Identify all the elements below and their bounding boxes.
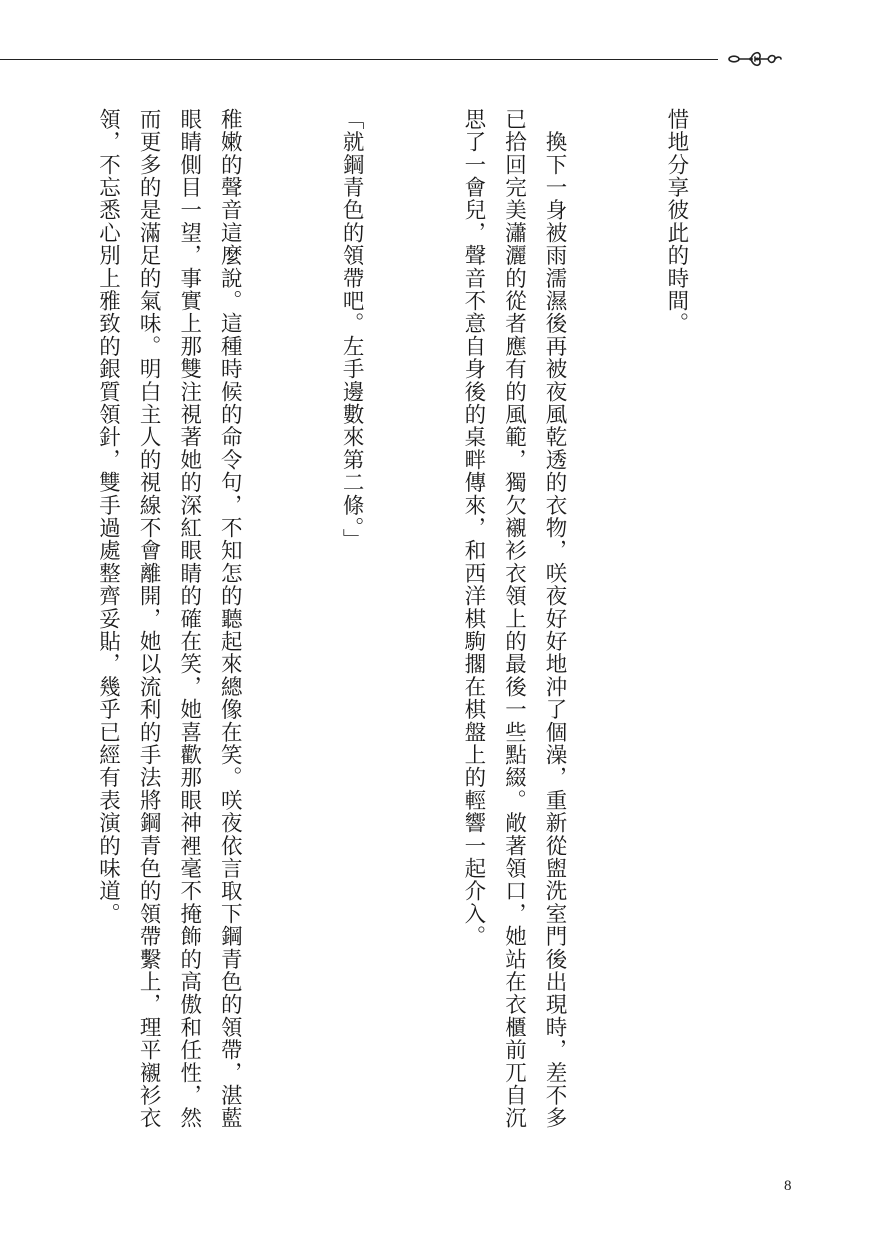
- paragraph-2: 換下一身被雨濡濕後再被夜風乾透的衣物，咲夜好好地沖了個澡，重新從盥洗室門後出現時，差不多已拾回完美瀟灑的從者應有的風範，獨欠襯衫衣領上的最後一些點綴。敞著領口，她站在衣櫃前兀自沉思了一會兒，聲音不意自身後的桌畔傳來，和西洋棋駒擱在棋盤上的輕響一起介入。: [460, 108, 568, 1130]
- page-number: 8: [784, 1178, 792, 1194]
- header-rule: [0, 59, 718, 60]
- paragraph-5: [0, 108, 6, 1148]
- paragraph-1: 惜地分享彼此的時間。: [663, 108, 689, 335]
- paragraph-3: 「就鋼青色的領帶吧。左手邊數來第二條。」: [339, 108, 365, 552]
- paragraph-4: 稚嫩的聲音這麼說。這種時候的命令句，不知怎的聽起來總像在笑。咲夜依言取下鋼青色的領帶，湛藍眼睛側目一望，事實上那雙注視著她的深紅眼睛的確在笑，她喜歡那眼神裡毫不掩飾的高傲和任性，然而更多的是滿足的氣味。明白主人的視線不會離開，她以流利的手法將鋼青色的領帶繫上，理平襯衫衣領，不忘悉心別上雅致的銀質領針，雙手過處整齊妥貼，幾乎已經有表演的味道。: [95, 108, 243, 1130]
- scroll-flourish-icon: [724, 47, 784, 71]
- vertical-text-body: [0, 108, 777, 1148]
